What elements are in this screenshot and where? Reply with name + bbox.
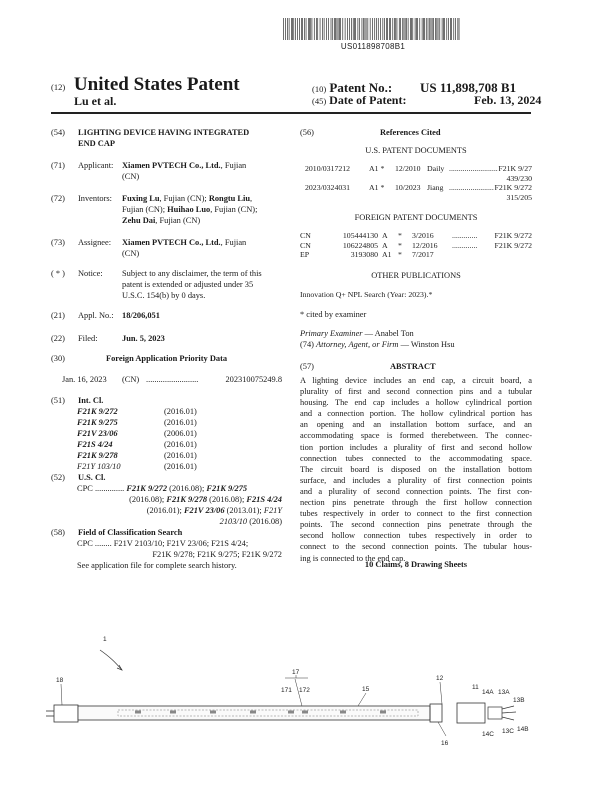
int-cl-class: F21Y 103/10	[77, 462, 121, 471]
invention-title: LIGHTING DEVICE HAVING INTEGRATED END CAP	[78, 128, 250, 149]
us-ref-kind: A1 *	[369, 183, 385, 192]
barcode	[283, 18, 463, 40]
foreign-ref-no: 106224805	[342, 240, 378, 250]
foreign-reference-row	[300, 250, 532, 260]
label-17: 17	[292, 669, 300, 676]
us-ref-cls: F21K 9/272	[494, 183, 532, 192]
date-of-patent-line	[312, 93, 541, 109]
label-11: 11	[472, 684, 479, 691]
abstract-line: tubes respectively in order to connect to the first connection	[300, 509, 532, 519]
attorney: (74) Attorney, Agent, or Firm — Winston Hsu	[300, 340, 455, 349]
abstract-line: plurality of first and second connection pins and a tubular	[300, 387, 532, 397]
abstract-line: nection pins penetrate through the first hollow connection	[300, 498, 532, 508]
date-of-patent: Feb. 13, 2024	[474, 93, 542, 107]
foreign-ref-cls: F21K 9/272	[494, 240, 532, 250]
us-reference-row	[305, 183, 532, 203]
foreign-ref-country: EP	[300, 250, 310, 259]
abstract-line: and a connection portion. The hollow cylindrical portion has	[300, 409, 532, 419]
label-14A: 14A	[482, 689, 494, 696]
abstract-text	[300, 375, 532, 564]
int-cl-class: F21K 9/272	[77, 407, 118, 416]
priority-entry: Jan. 16, 2023 (CN) ......................... 202310075249.8	[62, 375, 282, 384]
code-12: (12)	[51, 82, 66, 92]
foreign-reference-row	[300, 231, 532, 241]
us-ref-kind: A1 *	[369, 164, 385, 173]
foreign-ref-date: 3/2016	[412, 231, 434, 240]
us-ref-name: Jiang	[427, 183, 444, 192]
left-end-cap	[54, 705, 78, 722]
foreign-ref-kind: A	[382, 231, 388, 240]
us-ref-cls2: 315/205	[506, 193, 532, 202]
other-publication: Innovation Q+ NPL Search (Year: 2023).*	[300, 290, 433, 299]
foreign-reference-row	[300, 241, 532, 251]
foreign-ref-kind: A	[382, 240, 388, 250]
label-14C: 14C	[482, 731, 494, 738]
abstract-line: points. The second connection pins penetrate through the	[300, 520, 532, 530]
us-ref-no: 2010/0317212	[305, 164, 351, 173]
int-cl-year: (2016.01)	[164, 418, 197, 427]
label-15: 15	[362, 686, 370, 693]
foreign-ref-star: *	[398, 250, 402, 259]
int-cl-class: F21K 9/278	[77, 451, 118, 460]
inventors-short: Lu et al.	[74, 94, 117, 108]
field-57-abstract: (57) ABSTRACT	[300, 362, 436, 371]
header-rule	[51, 112, 531, 114]
us-cl-cpc: CPC .............. F21K 9/272 (2016.08); F21K 9/275 (2016.08); F21K 9/278 (2016.08); F21S 4/24 (2016.01); F21V 23/06 (2013.01); F21Y 2103/10 (2016.08)	[77, 484, 282, 527]
us-ref-date: 10/2023	[395, 183, 421, 192]
end-cap-11	[457, 703, 485, 723]
int-cl-class: F21K 9/275	[77, 418, 118, 427]
abstract-line: accommodating space is formed therebetween. The connec-	[300, 431, 532, 441]
us-patent-docs-heading: U.S. PATENT DOCUMENTS	[365, 146, 467, 155]
us-ref-dots: .......................	[449, 183, 494, 192]
foreign-ref-star: *	[398, 231, 402, 240]
abstract-line: an opening and an installation bottom surface, and an	[300, 420, 532, 430]
int-cl-year: (2006.01)	[164, 429, 197, 438]
foreign-ref-dots: .............	[452, 240, 478, 250]
publication-number: US011898708B1	[340, 42, 406, 51]
label-12: 12	[436, 675, 444, 682]
abstract-line: The circuit board is disposed on the installation bottom	[300, 464, 532, 474]
us-ref-name: Daily	[427, 164, 445, 173]
abstract-line: A lighting device includes an end cap, a circuit board, a	[300, 376, 532, 385]
int-cl-class: F21V 23/06	[77, 429, 118, 438]
label-1: 1	[103, 636, 107, 643]
abstract-line: tion portion includes a plurality of first and second hollow	[300, 442, 532, 452]
foreign-ref-no: 105444130	[342, 231, 378, 240]
cited-note: * cited by examiner	[300, 310, 367, 319]
foreign-ref-country: CN	[300, 240, 311, 250]
abstract-line: surface, and includes a plurality of first connection points	[300, 475, 532, 485]
us-reference-row	[305, 164, 532, 184]
us-ref-no: 2023/0324031	[305, 183, 351, 192]
field-of-search: CPC ........ F21V 2103/10; F21V 23/06; F21S 4/24; F21K 9/278; F21K 9/275; F21K 9/272 See application file for complete search history.	[77, 539, 282, 571]
foreign-docs-heading: FOREIGN PATENT DOCUMENTS	[354, 213, 478, 222]
label-172: 172	[299, 687, 310, 694]
foreign-ref-date: 7/2017	[412, 250, 434, 259]
us-ref-cls2: 439/230	[506, 174, 532, 183]
assignee-name: Xiamen PVTECH Co., Ltd.	[122, 238, 221, 247]
label-18: 18	[56, 677, 64, 684]
abstract-line: and a plurality of second connection points. The first con-	[300, 486, 532, 496]
foreign-ref-date: 12/2016	[412, 240, 438, 250]
foreign-ref-cls: F21K 9/272	[494, 231, 532, 240]
patent-number: US 11,898,708 B1	[420, 80, 517, 95]
foreign-ref-star: *	[398, 240, 402, 250]
foreign-ref-country: CN	[300, 231, 311, 240]
foreign-ref-kind: A1	[382, 250, 392, 259]
label-13C: 13C	[502, 728, 514, 735]
patent-no-label: Patent No.:	[329, 80, 393, 95]
other-pubs-heading: OTHER PUBLICATIONS	[371, 271, 461, 280]
claims-summary: 10 Claims, 8 Drawing Sheets	[364, 560, 468, 569]
code-10: (10)	[312, 84, 327, 94]
label-171: 171	[281, 687, 292, 694]
int-cl-year: (2016.01)	[164, 451, 197, 460]
abstract-line: housing. The end cap includes a hollow cylindrical portion	[300, 398, 532, 408]
label-13B: 13B	[513, 697, 525, 704]
field-56-references: (56) References Cited	[300, 128, 441, 137]
applicant-name: Xiamen PVTECH Co., Ltd.	[122, 161, 221, 170]
us-ref-dots: .........................	[449, 164, 498, 173]
code-45: (45)	[312, 96, 327, 106]
foreign-ref-no: 3193080	[350, 250, 378, 259]
figure-1-drawing	[40, 632, 580, 782]
foreign-ref-dots: .............	[452, 231, 478, 240]
primary-examiner: Primary Examiner — Anabel Ton	[300, 329, 414, 338]
label-14B: 14B	[517, 726, 529, 733]
abstract-line: connection tubes connected to the accommodating space.	[300, 453, 532, 463]
us-ref-date: 12/2010	[395, 164, 421, 173]
label-16: 16	[441, 740, 449, 747]
us-ref-cls: F21K 9/27	[498, 164, 532, 173]
abstract-line: connect to the second connection points. The tubular hous-	[300, 542, 532, 552]
label-13A: 13A	[498, 689, 510, 696]
abstract-line: second hollow connection tubes respectively in order to	[300, 531, 532, 541]
abstract-line: ing is connected to the end cap.	[300, 553, 406, 563]
date-label: Date of Patent:	[329, 93, 407, 107]
arrow-1	[100, 650, 122, 670]
int-cl-year: (2016.01)	[164, 462, 197, 471]
united-states-patent: United States Patent	[73, 74, 240, 95]
int-cl-year: (2016.01)	[164, 407, 197, 416]
right-end-cap	[430, 704, 442, 722]
connection-portion	[488, 707, 502, 719]
int-cl-year: (2016.01)	[164, 440, 197, 449]
int-cl-class: F21S 4/24	[77, 440, 113, 449]
